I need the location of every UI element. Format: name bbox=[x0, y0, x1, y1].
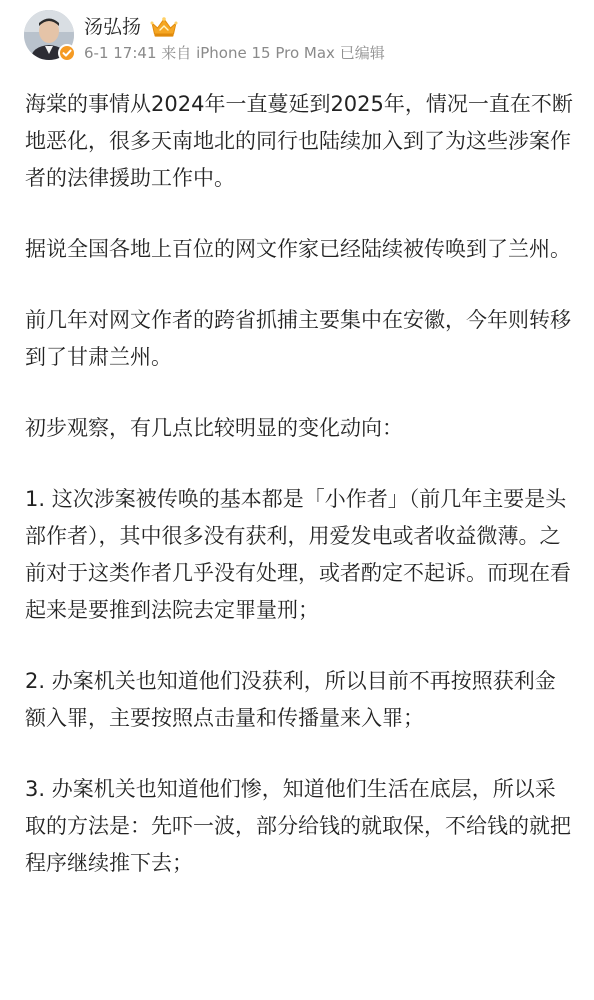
post-paragraph-5: 1. 这次涉案被传唤的基本都是「小作者」（前几年主要是头部作者），其中很多没有获利，用爱发电或者收益微薄。之前对于这类作者几乎没有处理，或者酌定不起诉。而现在看起来是要推到法院去定罪量刑； bbox=[25, 487, 571, 622]
post-paragraph-2: 据说全国各地上百位的网文作家已经陆续被传唤到了兰州。 bbox=[25, 237, 571, 261]
post-paragraph-7: 3. 办案机关也知道他们惨，知道他们生活在底层，所以采取的方法是：先吓一波，部分给钱的就取保，不给钱的就把程序继续推下去； bbox=[25, 777, 571, 875]
username[interactable]: 汤弘扬 bbox=[84, 16, 142, 38]
post-paragraph-4: 初步观察，有几点比较明显的变化动向： bbox=[25, 416, 403, 440]
source-prefix: 来自 bbox=[161, 44, 192, 62]
avatar-container[interactable] bbox=[24, 10, 74, 60]
source-device[interactable]: iPhone 15 Pro Max bbox=[196, 44, 335, 62]
edited-label[interactable]: 已编辑 bbox=[339, 44, 385, 62]
post-paragraph-1: 海棠的事情从2024年一直蔓延到2025年，情况一直在不断地恶化，很多天南地北的同行也陆续加入到了为这些涉案作者的法律援助工作中。 bbox=[25, 92, 573, 190]
post-paragraph-6: 2. 办案机关也知道他们没获利，所以目前不再按照获利金额入罪，主要按照点击量和传播量来入罪； bbox=[25, 669, 556, 730]
post-content bbox=[25, 86, 573, 916]
verified-badge-icon bbox=[58, 44, 76, 62]
post-meta bbox=[84, 43, 385, 63]
post-timestamp: 6-1 17:41 bbox=[84, 44, 157, 62]
crown-icon[interactable] bbox=[149, 16, 179, 38]
username-row bbox=[84, 14, 179, 40]
post-paragraph-3: 前几年对网文作者的跨省抓捕主要集中在安徽，今年则转移到了甘肃兰州。 bbox=[25, 308, 571, 369]
post-header bbox=[24, 10, 570, 70]
